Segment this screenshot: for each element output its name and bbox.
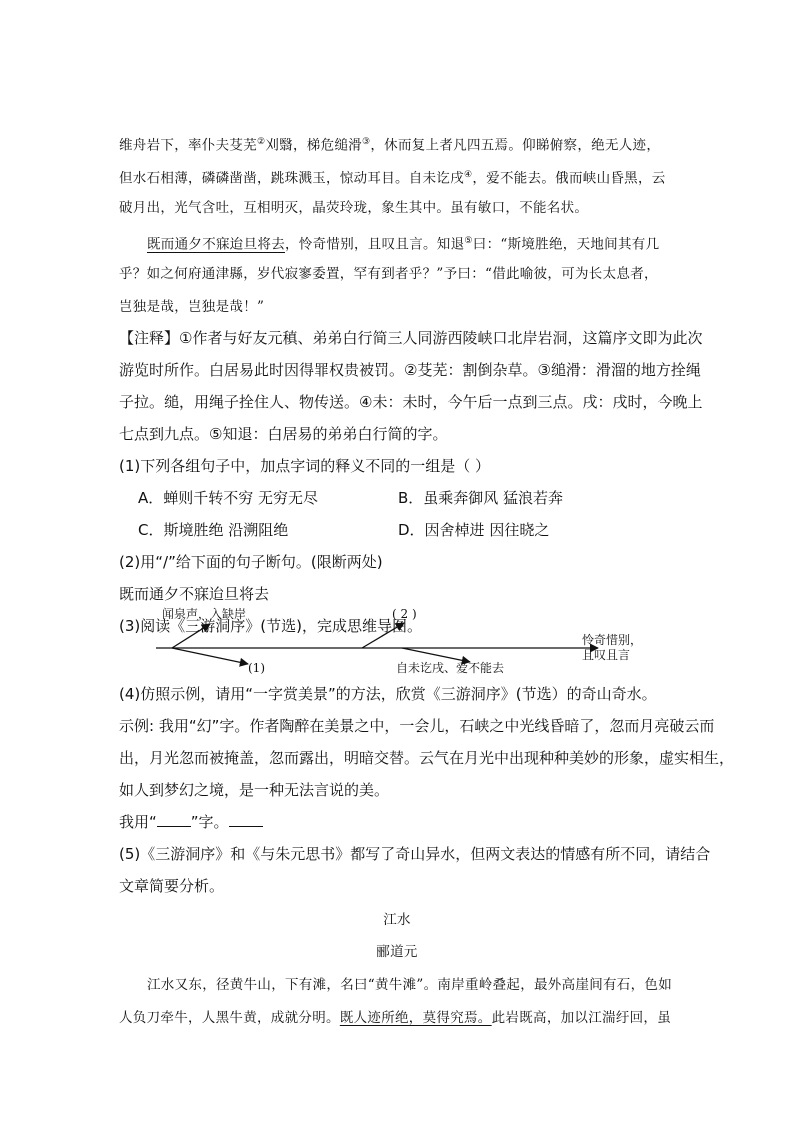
passage-line-1: 维舟岩下，率仆夫芟芜②刈翳，梯危缒滑③，休而复上者凡四五焉。仰睇俯察，绝无人迹，: [119, 137, 661, 154]
branch-arrow-up-2: [362, 623, 404, 648]
question-3: (3)阅读《三游洞序》(节选)，完成思维导图。: [119, 617, 422, 635]
question-2-sentence: 既而通夕不寐迨旦将去: [119, 585, 270, 603]
option-c: C．斯境胜绝 沿溯阻绝: [138, 521, 289, 539]
option-a: A．蝉则千转不穷 无穷无尽: [138, 489, 319, 507]
passage-line-6: 岂独是哉，岂独是哉！”: [119, 299, 265, 315]
underlined-sentence: 既而通夕不寐迨旦将去: [147, 236, 285, 253]
option-d: D．因舍棹进 因往晓之: [398, 521, 550, 539]
underlined-sentence-2: 既人迹所绝，莫得究焉。: [339, 1010, 492, 1026]
question-5-line-1: (5)《三游洞序》和《与朱元思书》都写了奇山异水，但两文表达的情感有所不同，请结合: [119, 845, 711, 863]
answer-blank-1[interactable]: [157, 813, 191, 827]
notes-line-3: 子拉。缒，用绳子拴住人、物传送。④未：未时，今午后一点到三点。戌：戌时，今晚上: [119, 393, 703, 411]
branch-arrow-up-1: [172, 624, 210, 648]
second-text-line-1: 江水又东，径黄牛山，下有滩，名曰“黄牛滩”。南岸重岭叠起，最外高崖间有石，色如: [147, 977, 673, 993]
question-5-line-2: 文章简要分析。: [119, 877, 225, 895]
question-4-example-1: 示例: 我用“幻”字。作者陶醉在美景之中，一会儿，石峡之中光线昏暗了，忽而月亮破云而: [119, 717, 715, 735]
question-4-fill: 我用“ ”字。: [119, 812, 263, 832]
label-top-1: 闻泉声，入缺岸: [162, 607, 247, 621]
passage-line-5: 乎？如之何府通津縣，岁代寂寥委置，罕有到者乎？”予曰：“借此喻彼，可为长太息者，: [119, 266, 658, 282]
label-end-1: 怜奇惜别，: [582, 633, 643, 647]
answer-blank-2[interactable]: [229, 813, 263, 827]
passage-line-3: 破月出，光气含吐，互相明灭，晶荧玲珑，象生其中。虽有敏口，不能名状。: [119, 200, 589, 216]
passage-line-2: 但水石相薄，磷磷凿凿，跳珠溅玉，惊动耳目。自未讫戌④，爱不能去。俄而峡山昏黑，云: [119, 170, 666, 187]
notes-line-4: 七点到九点。⑤知退：白居易的弟弟白行简的字。: [119, 425, 448, 443]
label-end-2: 且叹且言: [582, 648, 631, 662]
question-4-example-3: 如人到梦幻之境，是一种无法言说的美。: [119, 781, 390, 799]
label-bottom-1: (1): [248, 661, 265, 675]
second-text-title: 江水: [383, 912, 411, 928]
question-4: (4)仿照示例，请用“一字赏美景”的方法，欣赏《三游洞序》(节选）的奇山奇水。: [119, 685, 657, 703]
notes-line-2: 游览时所作。白居易此时因得罪权贵被罚。②芟芜：割倒杂草。③缒滑：滑溜的地方拴绳: [119, 361, 701, 379]
question-2: (2)用“/”给下面的句子断句。(限断两处): [119, 553, 383, 571]
branch-arrow-down-1: [172, 648, 248, 664]
notes-line-1: 【注释】①作者与好友元稹、弟弟白行简三人同游西陵峡口北岸岩洞，这篇序文即为此次: [119, 329, 703, 347]
passage-line-4: 既而通夕不寐迨旦将去，怜奇惜别，且叹且言。知退⑤曰：“斯境胜绝，天地间其有几: [147, 236, 660, 253]
second-text-author: 郦道元: [376, 944, 418, 960]
branch-arrow-down-2: [402, 648, 470, 662]
second-text-line-2: 人负刀牵牛，人黑牛黄，成就分明。既人迹所绝，莫得究焉。此岩既高，加以江湍纡回，虽: [119, 1010, 672, 1026]
label-top-2: ( 2 ): [392, 607, 417, 621]
label-bottom-2: 自未讫戌、爱不能去: [396, 661, 505, 675]
question-1: (1)下列各组句子中，加点字词的释义不同的一组是（ ）: [119, 457, 491, 475]
question-4-example-2: 出，月光忽而被掩盖，忽而露出，明暗交替。云气在月光中出现种种美妙的形象，虚实相生，: [119, 749, 735, 767]
option-b: B．虽乘奔御风 猛浪若奔: [398, 489, 564, 507]
